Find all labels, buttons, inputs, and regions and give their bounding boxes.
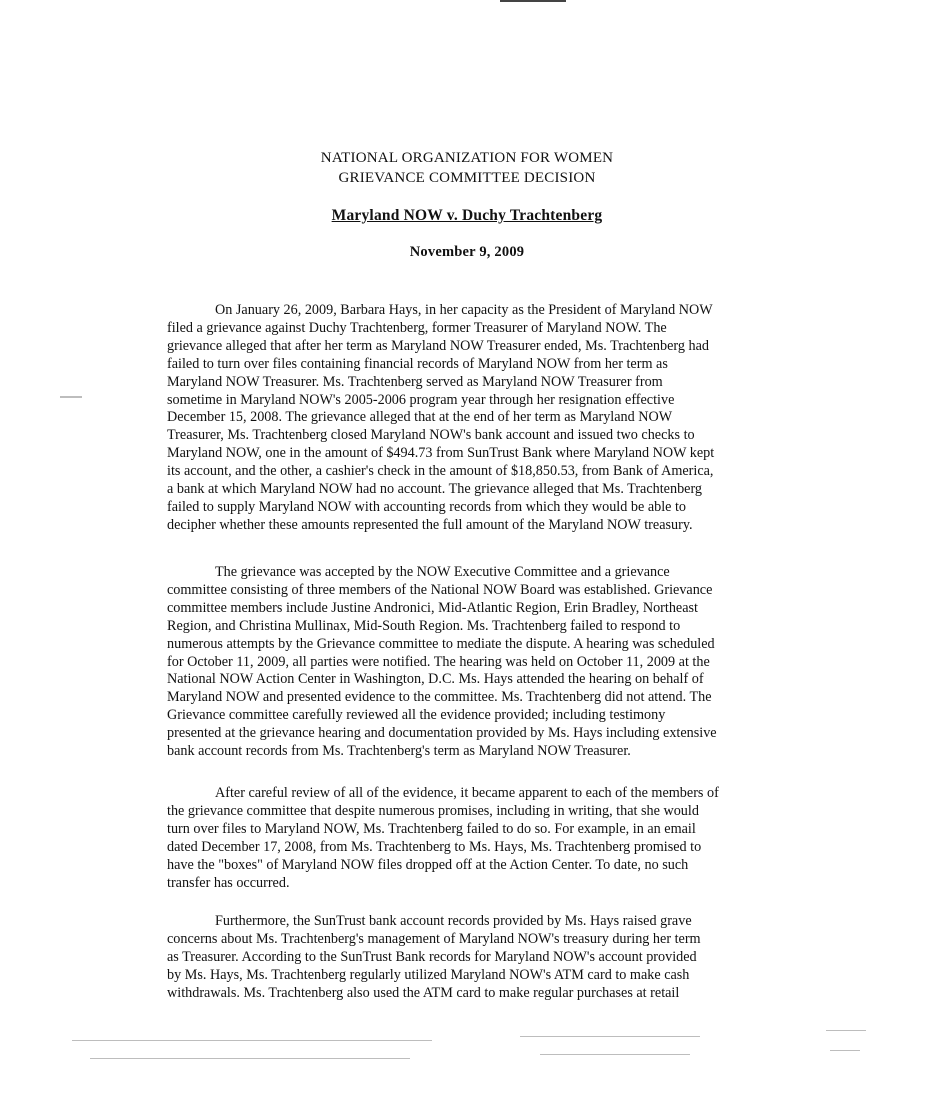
- paragraph-line: presented at the grievance hearing and documentation provided by Ms. Hays including extensive: [167, 725, 717, 742]
- paragraph-line: On January 26, 2009, Barbara Hays, in her capacity as the President of Maryland NOW: [215, 302, 713, 318]
- decision-date: November 9, 2009: [409, 244, 525, 260]
- paragraph-line: dated December 17, 2008, from Ms. Trachtenberg to Ms. Hays, Ms. Trachtenberg promised to: [167, 838, 702, 855]
- paragraph-line: Maryland NOW, one in the amount of $494.73 from SunTrust Bank where Maryland NOW kept: [167, 445, 715, 462]
- scan-artifact: [72, 1040, 432, 1041]
- paragraph-line: December 15, 2008. The grievance alleged that at the end of her term as Maryland NOW: [167, 409, 673, 426]
- paragraph-line: for October 11, 2009, all parties were notified. The hearing was held on October 11, 2009 at the: [167, 653, 710, 670]
- paragraph-line: transfer has occurred.: [167, 874, 290, 891]
- paragraph-line: Grievance committee carefully reviewed all the evidence provided; including testimony: [167, 707, 666, 724]
- paragraph-3: [167, 785, 807, 892]
- paragraph-line: sometime in Maryland NOW's 2005-2006 program year through her resignation effective: [167, 391, 675, 408]
- paragraph-line: committee consisting of three members of the National NOW Board was established. Grievance: [167, 581, 713, 598]
- paragraph-line: numerous attempts by the Grievance committee to mediate the dispute. A hearing was scheduled: [167, 635, 715, 652]
- paragraph-line: After careful review of all of the evidence, it became apparent to each of the members of: [215, 785, 719, 801]
- paragraph-line: The grievance was accepted by the NOW Executive Committee and a grievance: [215, 564, 670, 580]
- paragraph-line: have the "boxes" of Maryland NOW files dropped off at the Action Center. To date, no such: [167, 856, 689, 873]
- case-title: Maryland NOW v. Duchy Trachtenberg: [331, 207, 603, 224]
- paragraph-line: as Treasurer. According to the SunTrust Bank records for Maryland NOW's account provided: [167, 948, 697, 965]
- paragraph-line: Region, and Christina Mullinax, Mid-South Region. Ms. Trachtenberg failed to respond to: [167, 617, 681, 634]
- scan-artifact: [60, 396, 82, 398]
- paragraph-line: concerns about Ms. Trachtenberg's management of Maryland NOW's treasury during her term: [167, 930, 701, 947]
- paragraph-line: the grievance committee that despite numerous promises, including in writing, that she would: [167, 802, 699, 819]
- paragraph-line: turn over files to Maryland NOW, Ms. Trachtenberg failed to do so. For example, in an email: [167, 820, 696, 837]
- paragraph-1: [167, 302, 807, 535]
- paragraph-2: [167, 564, 807, 761]
- paragraph-line: grievance alleged that after her term as Maryland NOW Treasurer ended, Ms. Trachtenberg had: [167, 337, 709, 354]
- scan-artifact: [830, 1050, 860, 1051]
- paragraph-line: a bank at which Maryland NOW had no account. The grievance alleged that Ms. Trachtenberg: [167, 481, 703, 498]
- paragraph-line: withdrawals. Ms. Trachtenberg also used the ATM card to make regular purchases at retail: [167, 984, 680, 1001]
- scan-artifact: [90, 1058, 410, 1059]
- scan-artifact: [520, 1036, 700, 1037]
- scan-artifact: [826, 1030, 866, 1031]
- paragraph-line: Treasurer, Ms. Trachtenberg closed Maryland NOW's bank account and issued two checks to: [167, 427, 695, 444]
- top-edge-rule: [500, 0, 566, 2]
- decision-title: GRIEVANCE COMMITTEE DECISION: [338, 170, 596, 186]
- paragraph-line: failed to turn over files containing financial records of Maryland NOW from her term as: [167, 355, 668, 372]
- paragraph-line: its account, and the other, a cashier's check in the amount of $18,850.53, from Bank of America,: [167, 463, 714, 480]
- paragraph-line: failed to supply Maryland NOW with accounting records from which they would be able to: [167, 498, 687, 515]
- paragraph-line: by Ms. Hays, Ms. Trachtenberg regularly utilized Maryland NOW's ATM card to make cash: [167, 966, 690, 983]
- paragraph-line: bank account records from Ms. Trachtenberg's term as Maryland NOW Treasurer.: [167, 743, 631, 760]
- paragraph-line: filed a grievance against Duchy Trachtenberg, former Treasurer of Maryland NOW. The: [167, 319, 667, 336]
- organization-title: NATIONAL ORGANIZATION FOR WOMEN: [320, 150, 614, 166]
- paragraph-line: Maryland NOW and presented evidence to the committee. Ms. Trachtenberg did not attend. The: [167, 689, 712, 706]
- paragraph-line: decipher whether these amounts represented the full amount of the Maryland NOW treasury.: [167, 516, 693, 533]
- paragraph-line: Furthermore, the SunTrust bank account records provided by Ms. Hays raised grave: [215, 913, 692, 929]
- paragraph-4: [167, 913, 807, 1003]
- paragraph-line: Maryland NOW Treasurer. Ms. Trachtenberg served as Maryland NOW Treasurer from: [167, 373, 663, 390]
- paragraph-line: National NOW Action Center in Washington, D.C. Ms. Hays attended the hearing on behalf of: [167, 671, 704, 688]
- paragraph-line: committee members include Justine Andronici, Mid-Atlantic Region, Erin Bradley, Northeast: [167, 599, 698, 616]
- scan-artifact: [540, 1054, 690, 1055]
